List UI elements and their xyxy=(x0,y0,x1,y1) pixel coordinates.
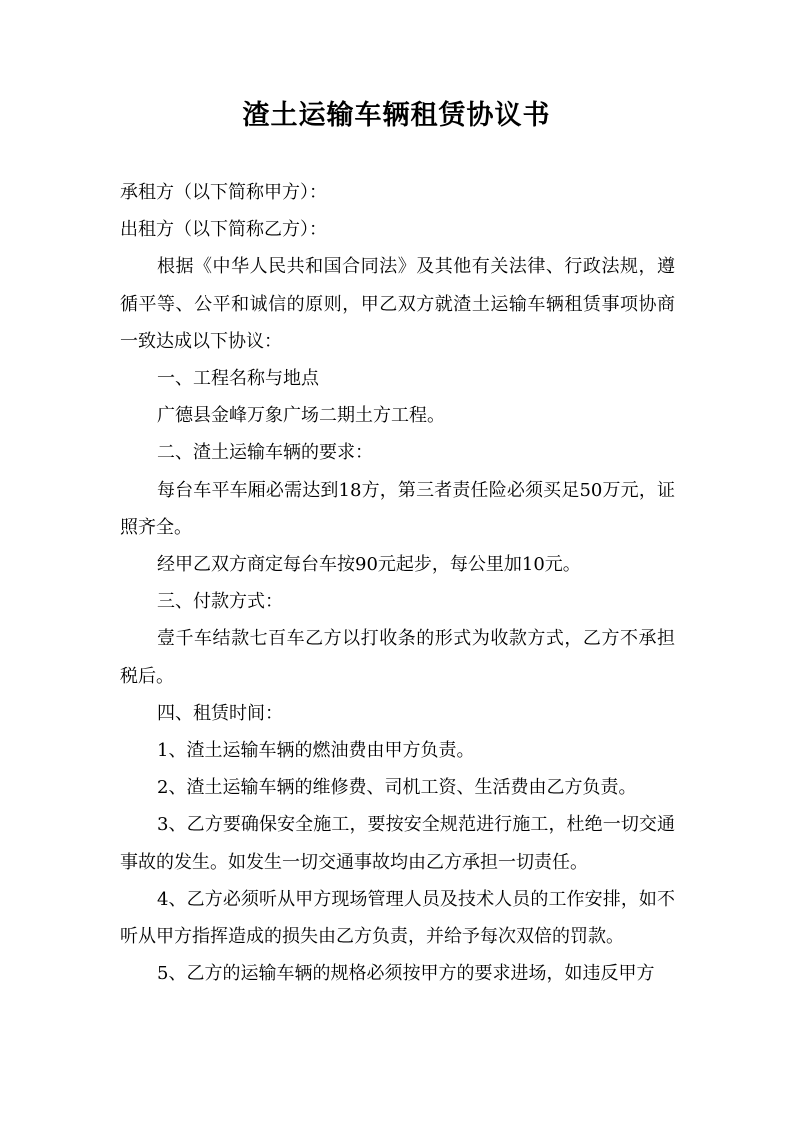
vehicle-requirements-paragraph: 每台车平车厢必需达到18方，第三者责任险必须买足50万元，证照齐全。 xyxy=(120,479,675,538)
payment-paragraph: 壹千车结款七百车乙方以打收条的形式为收款方式，乙方不承担税后。 xyxy=(120,628,675,687)
lessee-line: 承租方（以下简称甲方）： xyxy=(120,182,327,203)
clause-4: 4、乙方必须听从甲方现场管理人员及技术人员的工作安排，如不听从甲方指挥造成的损失由乙方负责，并给予每次双倍的罚款。 xyxy=(120,888,675,948)
clause-5: 5、乙方的运输车辆的规格必须按甲方的要求进场，如违反甲方 xyxy=(157,963,655,985)
project-name-paragraph: 广德县金峰万象广场二期土方工程。 xyxy=(157,405,445,427)
clause-3: 3、乙方要确保安全施工，要按安全规范进行施工，杜绝一切交通事故的发生。如发生一切交通事故均由乙方承担一切责任。 xyxy=(120,814,675,873)
section-heading-lease-time: 四、租赁时间： xyxy=(157,702,283,724)
section-heading-payment: 三、付款方式： xyxy=(157,591,283,613)
clause-1: 1、渣土运输车辆的燃油费由甲方负责。 xyxy=(157,740,475,762)
clause-2: 2、渣土运输车辆的维修费、司机工资、生活费由乙方负责。 xyxy=(157,777,637,799)
section-heading-project: 一、工程名称与地点 xyxy=(157,368,319,390)
preamble-paragraph: 根据《中华人民共和国合同法》及其他有关法律、行政法规，遵循平等、公平和诚信的原则，甲乙双方就渣土运输车辆租赁事项协商一致达成以下协议： xyxy=(120,256,675,352)
document-body xyxy=(120,174,675,992)
document-title: 渣土运输车辆租赁协议书 xyxy=(242,100,551,131)
pricing-paragraph: 经甲乙双方商定每台车按90元起步，每公里加10元。 xyxy=(157,554,581,576)
lessor-line: 出租方（以下简称乙方）： xyxy=(120,219,327,241)
section-heading-vehicle-requirements: 二、渣土运输车辆的要求： xyxy=(157,442,373,464)
